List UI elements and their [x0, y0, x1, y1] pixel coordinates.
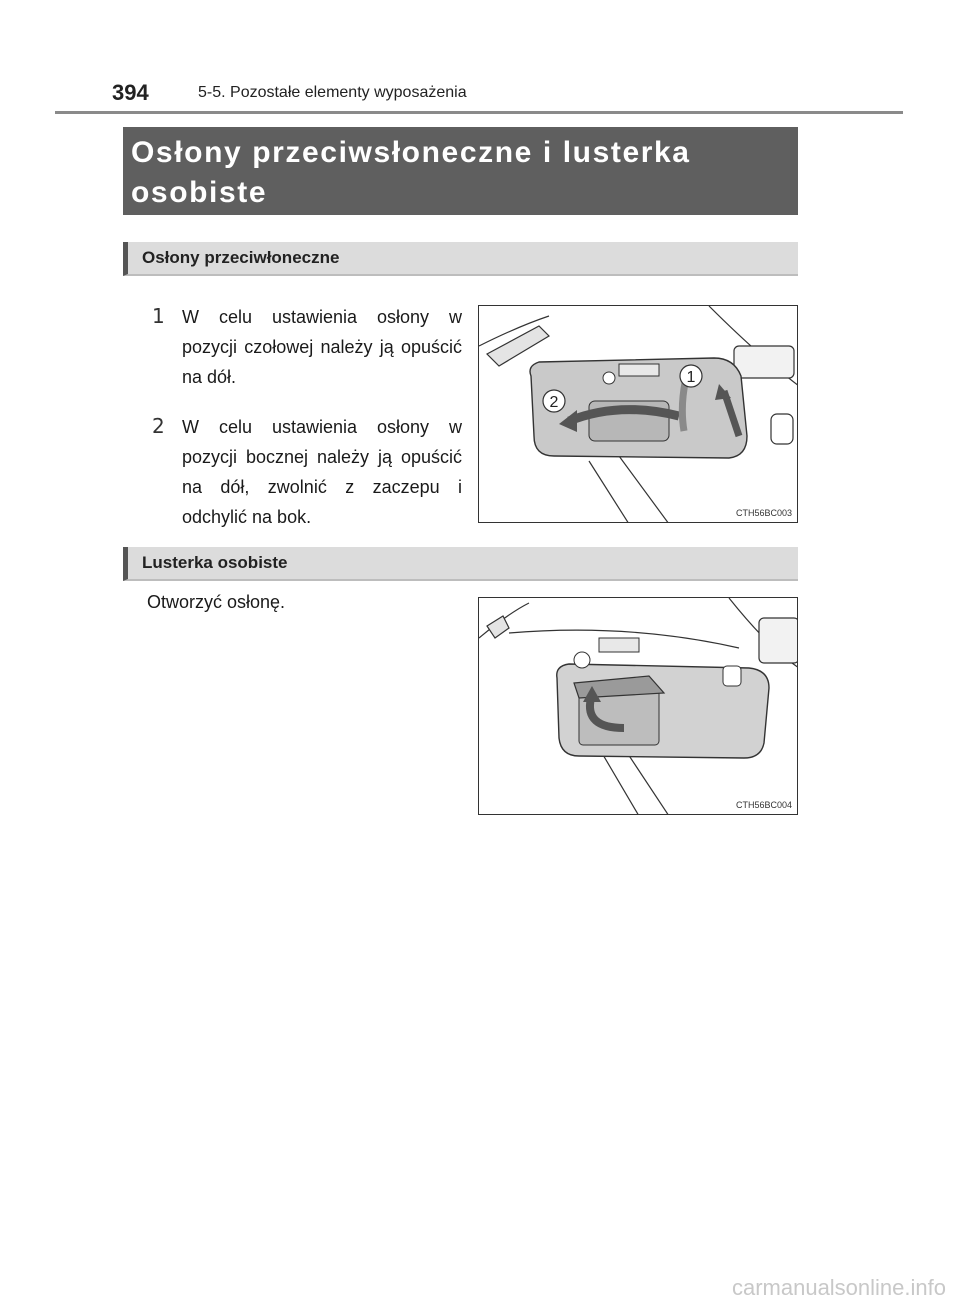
step-number: 2 [152, 414, 165, 438]
subsection-heading-text: Osłony przeciwłoneczne [142, 248, 340, 267]
vanity-mirror-illustration [479, 598, 798, 815]
figure-vanity-mirror [478, 597, 798, 815]
step-2 [152, 412, 462, 532]
page-number: 394 [112, 80, 149, 105]
figure-code: CTH56BC003 [735, 508, 792, 518]
figure-sun-visor [478, 305, 798, 523]
callout-2: 2 [549, 394, 559, 411]
step-text: W celu ustawienia osłony w pozycji bocznej należy ją opuścić na dół, zwolnić z zaczepu i odchylić na bok. [182, 417, 462, 527]
header-rule [55, 111, 903, 114]
subsection-heading-vanity-mirrors [123, 547, 798, 581]
section-title-banner [123, 127, 798, 215]
figure-code: CTH56BC004 [735, 800, 792, 810]
watermark: carmanualsonline.info [731, 1275, 946, 1300]
step-1 [152, 302, 462, 392]
section-title-line-1: Osłony przeciwsłoneczne i lusterka [131, 136, 691, 169]
callout-1: 1 [686, 369, 696, 386]
instruction-text: Otworzyć osłonę. [147, 592, 286, 612]
section-title-line-2: osobiste [131, 176, 268, 209]
step-number: 1 [152, 304, 165, 328]
subsection-heading-text: Lusterka osobiste [142, 553, 288, 572]
step-text: W celu ustawienia osłony w pozycji czołowej należy ją opuścić na dół. [182, 307, 462, 387]
sun-visor-illustration [479, 306, 798, 523]
running-header: 5-5. Pozostałe elementy wyposażenia [198, 84, 467, 101]
subsection-heading-sun-visors [123, 242, 798, 276]
